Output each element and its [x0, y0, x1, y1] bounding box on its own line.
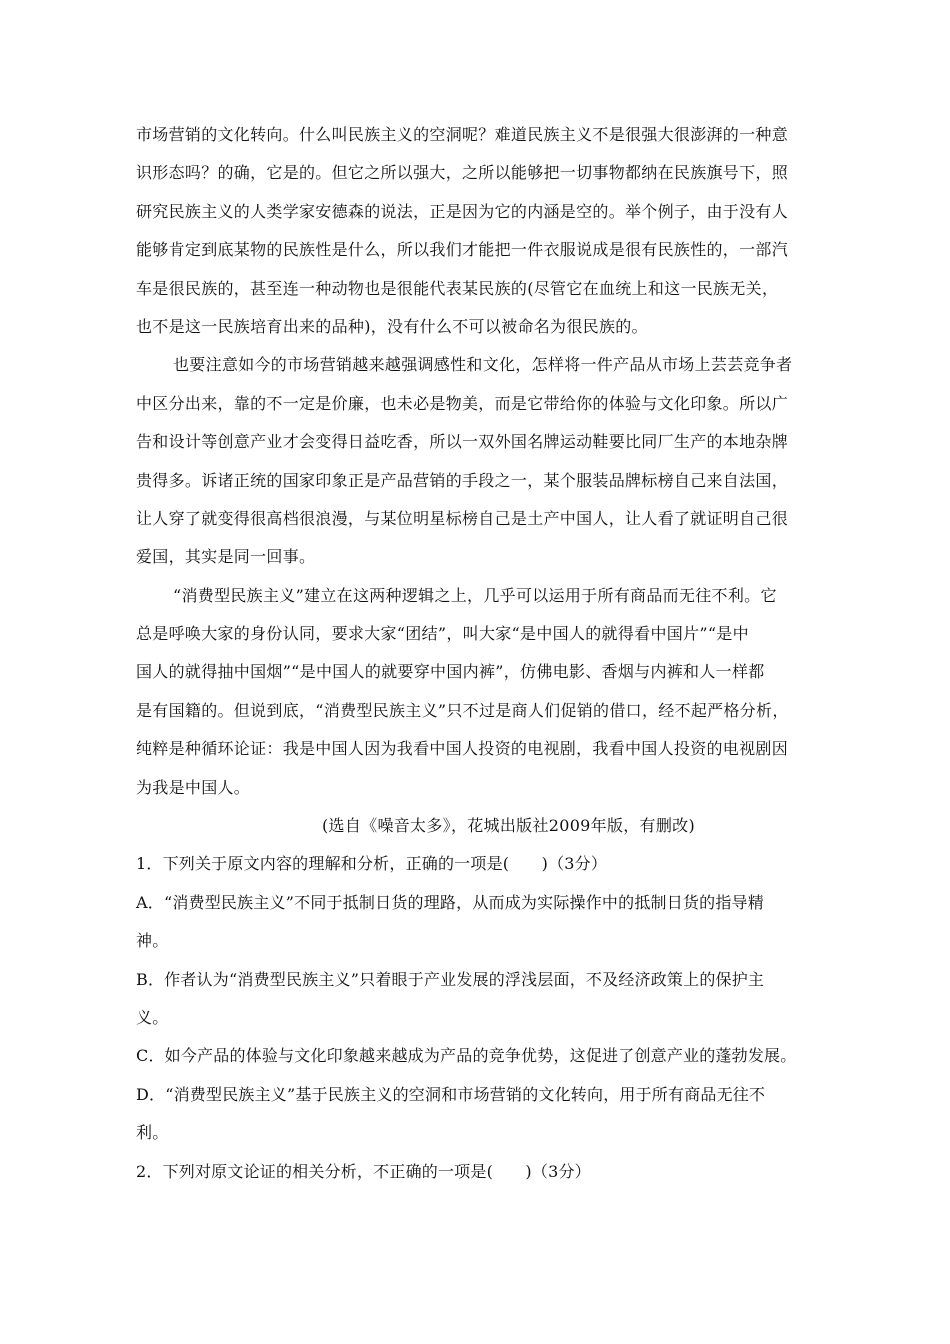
text-line: 车是很民族的，甚至连一种动物也是很能代表某民族的(尽管它在血统上和这一民族无关， [136, 278, 779, 298]
text-line: 贵得多。诉诸正统的国家印象正是产品营销的手段之一，某个服装品牌标榜自己来自法国， [136, 470, 789, 490]
text-line: 也要注意如今的市场营销越来越强调感性和文化，怎样将一件产品从市场上芸芸竞争者 [173, 355, 793, 375]
text-line: 国人的就得抽中国烟”“是中国人的就要穿中国内裤”，仿佛电影、香烟与内裤和人一样都 [136, 662, 765, 682]
text-line: 爱国，其实是同一回事。 [136, 547, 316, 567]
text-line: 也不是这一民族培育出来的品种)，没有什么不可以被命名为很民族的。 [136, 316, 648, 336]
paragraph-1 [136, 116, 826, 346]
text-line: “消费型民族主义”建立在这两种逻辑之上，几乎可以运用于所有商品而无往不利。它 [173, 585, 777, 605]
option-d-continued: 利。 [136, 1123, 169, 1143]
question-stem: 1．下列关于原文内容的理解和分析，正确的一项是( )（3分） [136, 854, 608, 874]
text-line: 市场营销的文化转向。什么叫民族主义的空洞呢？难道民族主义不是很强大很澎湃的一种意 [136, 125, 789, 144]
option-b-continued: 义。 [136, 1007, 169, 1027]
option-a-continued: 神。 [136, 931, 169, 951]
text-line: 是有国籍的。但说到底，“消费型民族主义”只不过是商人们促销的借口，经不起严格分析， [136, 700, 789, 720]
option-d: D．“消费型民族主义”基于民族主义的空洞和市场营销的文化转向，用于所有商品无往不 [136, 1084, 766, 1104]
paragraph-2 [136, 346, 826, 576]
paragraph-3 [136, 577, 826, 807]
option-b: B．作者认为“消费型民族主义”只着眼于产业发展的浮浅层面，不及经济政策上的保护主 [136, 969, 765, 989]
question-1 [136, 845, 826, 1152]
text-line: 识形态吗？的确，它是的。但它之所以强大，之所以能够把一切事物都纳在民族旗号下，照 [136, 163, 789, 183]
text-line: 总是呼唤大家的身份认同，要求大家“团结”，叫大家“是中国人的就得看中国片”“是中 [136, 624, 749, 644]
text-line: 中区分出来，靠的不一定是价廉，也未必是物美，而是它带给你的体验与文化印象。所以广 [136, 393, 789, 413]
document-page [136, 116, 826, 1191]
source-citation: (选自《噪音太多》，花城出版社2009年版，有删改) [322, 816, 696, 836]
text-line: 告和设计等创意产业才会变得日益吃香，所以一双外国名牌运动鞋要比同厂生产的本地杂牌 [136, 432, 789, 452]
text-line: 纯粹是种循环论证：我是中国人因为我看中国人投资的电视剧，我看中国人投资的电视剧因 [136, 739, 789, 759]
option-a: A．“消费型民族主义”不同于抵制日货的理路，从而成为实际操作中的抵制日货的指导精 [136, 892, 764, 912]
option-c: C．如今产品的体验与文化印象越来越成为产品的竞争优势，这促进了创意产业的蓬勃发展。 [136, 1046, 797, 1066]
text-line: 让人穿了就变得很高档很浪漫，与某位明星标榜自己是土产中国人，让人看了就证明自己很 [136, 508, 789, 528]
text-line: 为我是中国人。 [136, 777, 251, 797]
question-stem: 2．下列对原文论证的相关分析，不正确的一项是( )（3分） [136, 1161, 591, 1181]
text-line: 能够肯定到底某物的民族性是什么，所以我们才能把一件衣服说成是很有民族性的，一部汽 [136, 240, 789, 260]
text-line: 研究民族主义的人类学家安德森的说法，正是因为它的内涵是空的。举个例子，由于没有人 [136, 201, 789, 221]
question-2 [136, 1153, 826, 1191]
